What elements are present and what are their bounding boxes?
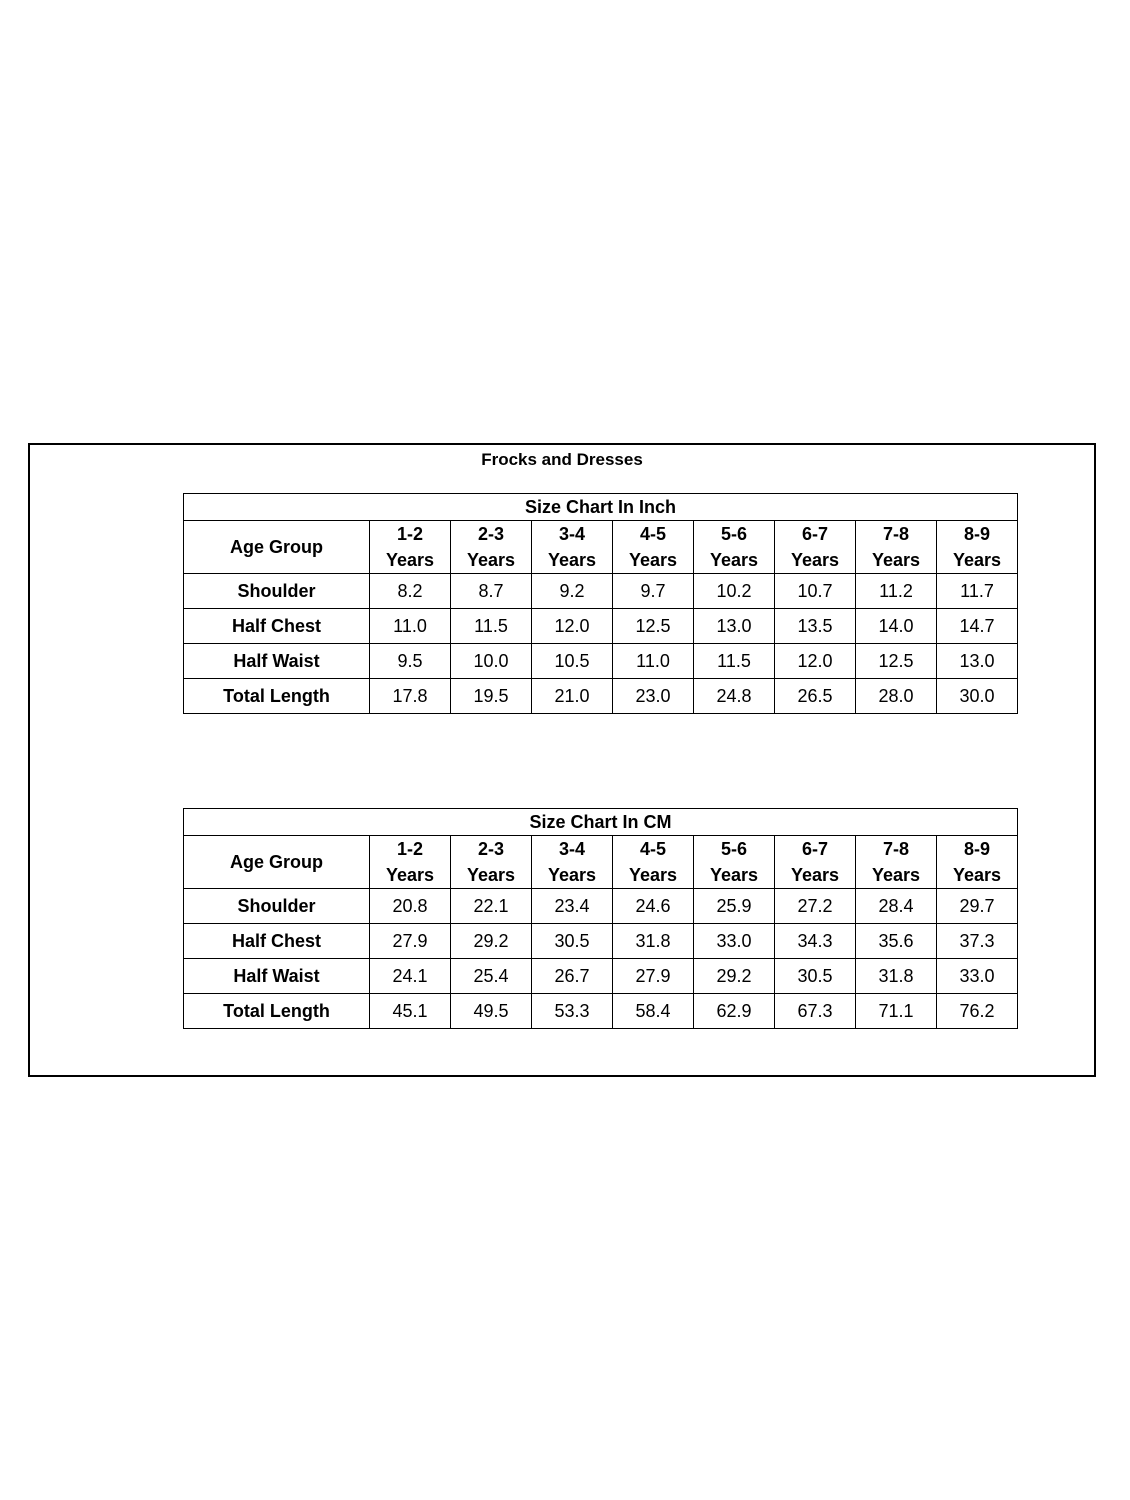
age-unit: Years: [628, 550, 678, 570]
caption-row: [184, 809, 1018, 836]
measurement-value: 25.9: [694, 889, 775, 924]
measurement-value: 9.7: [613, 574, 694, 609]
age-unit: Years: [790, 550, 840, 570]
age-column-header: [694, 521, 775, 574]
measurement-value: 30.5: [532, 924, 613, 959]
measurement-value: 12.5: [856, 644, 937, 679]
measurement-value: 71.1: [856, 994, 937, 1029]
size-chart-cm-table: [183, 808, 1018, 1029]
measurement-value: 34.3: [775, 924, 856, 959]
age-range: 5-6: [720, 524, 747, 544]
age-column-header: [613, 521, 694, 574]
measurement-value: 8.2: [370, 574, 451, 609]
measurement-value: 45.1: [370, 994, 451, 1029]
age-range: 2-3: [477, 839, 504, 859]
measurement-value: 9.5: [370, 644, 451, 679]
measurement-value: 27.9: [370, 924, 451, 959]
age-range: 6-7: [801, 524, 828, 544]
measurement-value: 10.7: [775, 574, 856, 609]
measurement-value: 30.0: [937, 679, 1018, 714]
table-row: [184, 959, 1018, 994]
age-range: 3-4: [558, 524, 585, 544]
table-row: [184, 644, 1018, 679]
measurement-value: 14.7: [937, 609, 1018, 644]
table-row: [184, 924, 1018, 959]
age-range: 6-7: [801, 839, 828, 859]
age-group-header: Age Group: [184, 836, 370, 889]
table-row: [184, 679, 1018, 714]
measurement-value: 21.0: [532, 679, 613, 714]
measurement-value: 62.9: [694, 994, 775, 1029]
age-column-header: [694, 836, 775, 889]
age-column-header: [451, 836, 532, 889]
age-column-header: [856, 836, 937, 889]
age-unit: Years: [547, 550, 597, 570]
age-column-header: [775, 836, 856, 889]
measurement-value: 12.0: [532, 609, 613, 644]
measurement-value: 29.2: [694, 959, 775, 994]
measurement-value: 22.1: [451, 889, 532, 924]
age-column-header: [370, 521, 451, 574]
age-range: 1-2: [396, 839, 423, 859]
measurement-value: 29.2: [451, 924, 532, 959]
measurement-value: 49.5: [451, 994, 532, 1029]
measurement-value: 33.0: [937, 959, 1018, 994]
measurement-value: 28.4: [856, 889, 937, 924]
age-group-header: Age Group: [184, 521, 370, 574]
measurement-value: 14.0: [856, 609, 937, 644]
age-range: 2-3: [477, 524, 504, 544]
measurement-value: 30.5: [775, 959, 856, 994]
measurement-value: 11.5: [694, 644, 775, 679]
measurement-value: 23.4: [532, 889, 613, 924]
measurement-label: Half Chest: [184, 924, 370, 959]
age-column-header: [370, 836, 451, 889]
measurement-value: 9.2: [532, 574, 613, 609]
measurement-value: 13.5: [775, 609, 856, 644]
size-chart-inch-table: [183, 493, 1018, 714]
measurement-value: 31.8: [613, 924, 694, 959]
measurement-label: Half Chest: [184, 609, 370, 644]
table-row: [184, 609, 1018, 644]
measurement-value: 53.3: [532, 994, 613, 1029]
age-range: 3-4: [558, 839, 585, 859]
measurement-value: 23.0: [613, 679, 694, 714]
document-frame: [28, 443, 1096, 1077]
age-column-header: [937, 836, 1018, 889]
measurement-value: 24.6: [613, 889, 694, 924]
age-unit: Years: [709, 865, 759, 885]
age-unit: Years: [385, 865, 435, 885]
age-unit: Years: [871, 550, 921, 570]
age-unit: Years: [466, 550, 516, 570]
measurement-label: Half Waist: [184, 644, 370, 679]
measurement-label: Total Length: [184, 994, 370, 1029]
measurement-value: 17.8: [370, 679, 451, 714]
measurement-value: 11.5: [451, 609, 532, 644]
age-range: 8-9: [964, 524, 991, 544]
measurement-value: 33.0: [694, 924, 775, 959]
measurement-value: 31.8: [856, 959, 937, 994]
measurement-value: 67.3: [775, 994, 856, 1029]
measurement-value: 25.4: [451, 959, 532, 994]
measurement-value: 8.7: [451, 574, 532, 609]
age-range: 4-5: [639, 839, 666, 859]
measurement-value: 11.0: [613, 644, 694, 679]
age-unit: Years: [628, 865, 678, 885]
age-unit: Years: [871, 865, 921, 885]
table-caption: Size Chart In Inch: [184, 494, 1018, 521]
age-column-header: [856, 521, 937, 574]
header-row: [184, 836, 1018, 889]
measurement-value: 24.1: [370, 959, 451, 994]
age-column-header: [613, 836, 694, 889]
measurement-value: 11.2: [856, 574, 937, 609]
measurement-value: 11.7: [937, 574, 1018, 609]
measurement-value: 13.0: [694, 609, 775, 644]
table-row: [184, 994, 1018, 1029]
measurement-value: 29.7: [937, 889, 1018, 924]
age-column-header: [775, 521, 856, 574]
measurement-value: 12.0: [775, 644, 856, 679]
measurement-value: 27.9: [613, 959, 694, 994]
age-unit: Years: [709, 550, 759, 570]
measurement-value: 13.0: [937, 644, 1018, 679]
measurement-label: Shoulder: [184, 889, 370, 924]
age-range: 8-9: [963, 839, 990, 859]
table-row: [184, 574, 1018, 609]
measurement-value: 58.4: [613, 994, 694, 1029]
age-unit: Years: [547, 865, 597, 885]
age-unit: Years: [466, 865, 516, 885]
measurement-value: 26.5: [775, 679, 856, 714]
table-row: [184, 889, 1018, 924]
age-column-header: [532, 521, 613, 574]
measurement-value: 10.2: [694, 574, 775, 609]
measurement-value: 76.2: [937, 994, 1018, 1029]
caption-row: [184, 494, 1018, 521]
measurement-value: 26.7: [532, 959, 613, 994]
age-range: 4-5: [639, 524, 666, 544]
age-unit: Years: [952, 550, 1002, 570]
measurement-value: 35.6: [856, 924, 937, 959]
age-column-header: [937, 521, 1018, 574]
age-range: 1-2: [396, 524, 423, 544]
measurement-value: 11.0: [370, 609, 451, 644]
measurement-value: 37.3: [937, 924, 1018, 959]
age-unit: Years: [952, 865, 1002, 885]
age-unit: Years: [790, 865, 840, 885]
measurement-label: Total Length: [184, 679, 370, 714]
age-range: 7-8: [882, 524, 909, 544]
age-range: 5-6: [720, 839, 747, 859]
measurement-value: 12.5: [613, 609, 694, 644]
measurement-value: 27.2: [775, 889, 856, 924]
age-range: 7-8: [882, 839, 909, 859]
measurement-label: Half Waist: [184, 959, 370, 994]
age-column-header: [532, 836, 613, 889]
measurement-value: 10.0: [451, 644, 532, 679]
measurement-value: 20.8: [370, 889, 451, 924]
header-row: [184, 521, 1018, 574]
measurement-value: 28.0: [856, 679, 937, 714]
measurement-value: 19.5: [451, 679, 532, 714]
table-caption: Size Chart In CM: [184, 809, 1018, 836]
measurement-label: Shoulder: [184, 574, 370, 609]
document-title: Frocks and Dresses: [481, 450, 643, 469]
age-unit: Years: [385, 550, 435, 570]
measurement-value: 10.5: [532, 644, 613, 679]
age-column-header: [451, 521, 532, 574]
measurement-value: 24.8: [694, 679, 775, 714]
